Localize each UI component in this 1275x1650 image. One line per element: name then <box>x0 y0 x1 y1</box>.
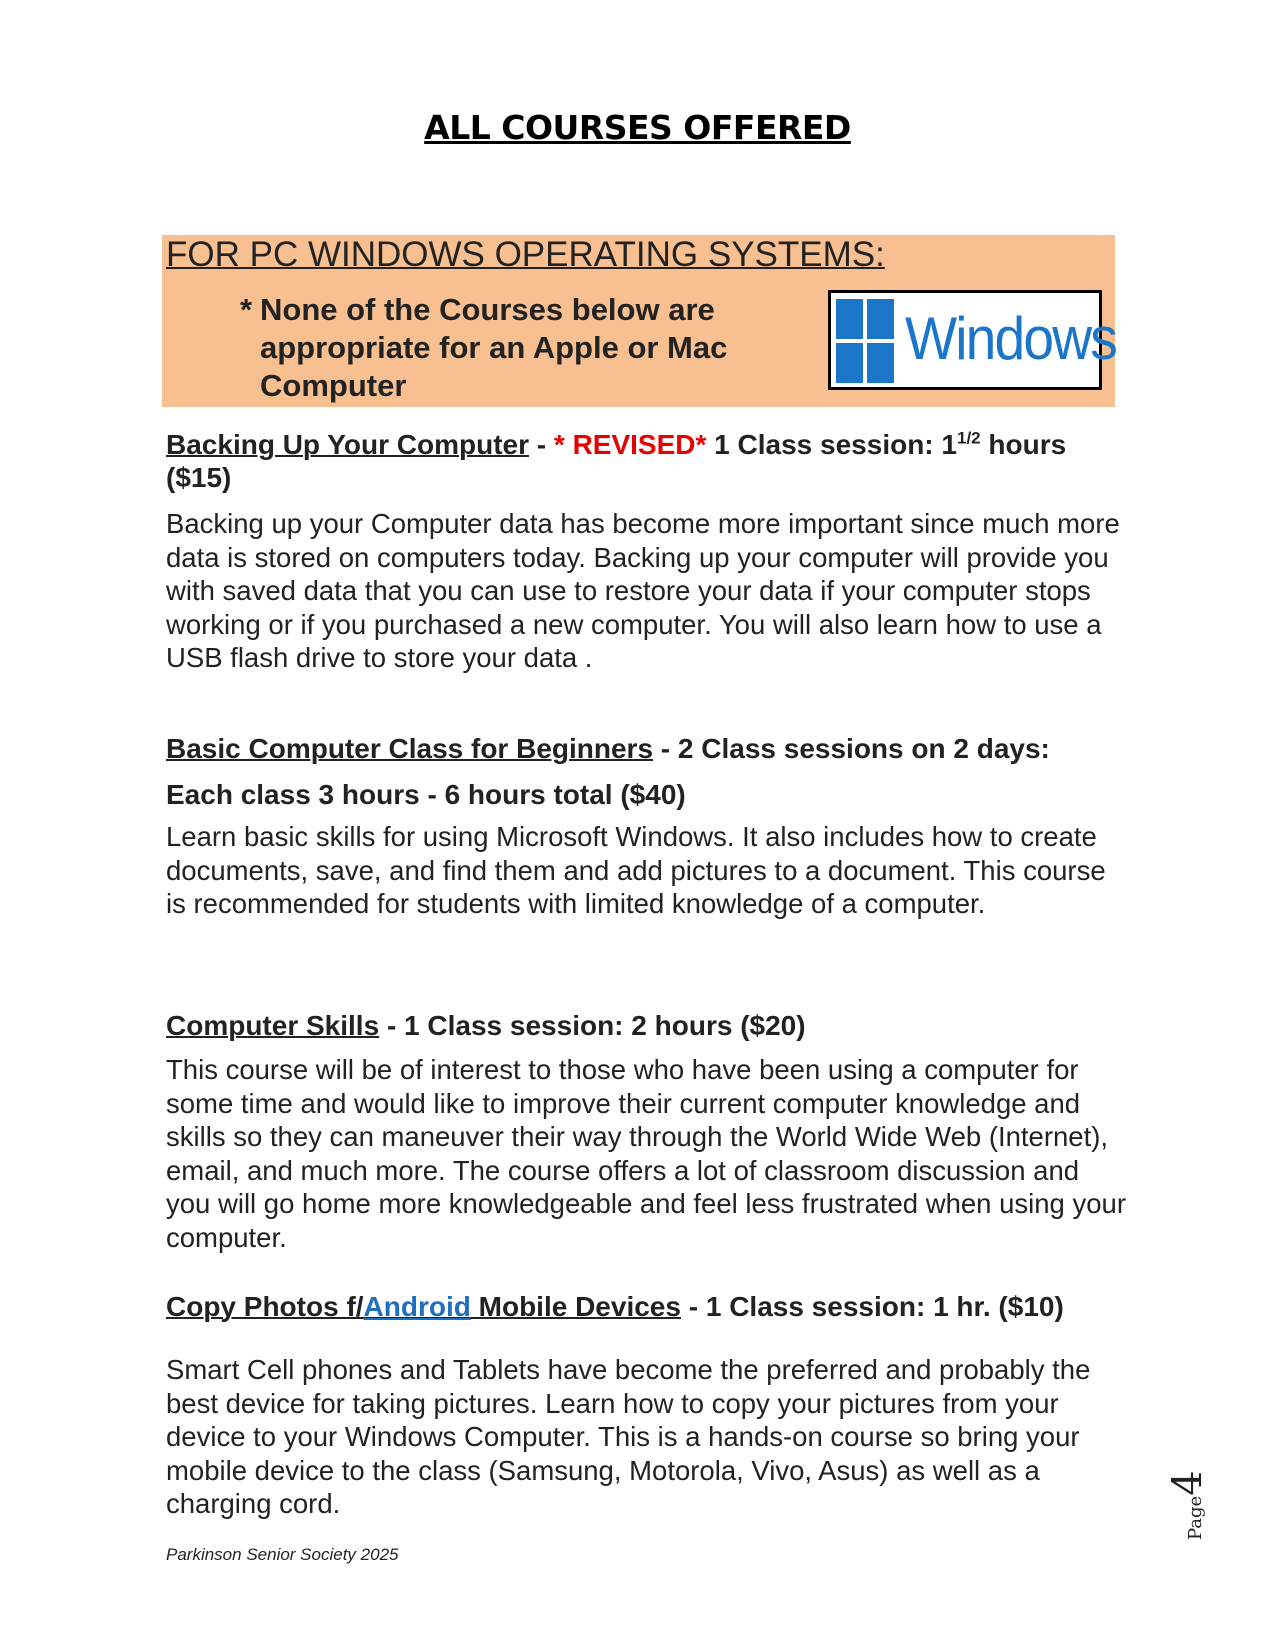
course-description-computer-skills: This course will be of interest to those who have been using a computer for some time and would like to improve their current computer knowledge and skills so they can maneuver their way through the World Wide Web (Internet), email, and much more. The course offers a lot of classroom discussion and you will go home more knowledgeable and feel less frustrated when using your computer. <box>166 1054 1126 1253</box>
course-description-basic-computer: Learn basic skills for using Microsoft Windows. It also includes how to create documents, save, and find them and add pictures to a document. This course is recommended for students with limited knowledge of a computer. <box>166 821 1106 919</box>
fraction-superscript: 1/2 <box>956 428 981 448</box>
course-description-backing-up: Backing up your Computer data has become more important since much more data is stored on computers today. Backing up your computer will provide you with saved data that you can use to restore your data if your computer stops working or if you purchased a new computer. You will also learn how to use a USB flash drive to store your data . <box>166 508 1120 673</box>
course-name: Backing Up Your Computer <box>166 429 530 460</box>
course-name: Computer Skills <box>166 1010 380 1041</box>
page-number <box>1165 1470 1211 1540</box>
banner-note <box>240 291 780 405</box>
course-name <box>166 1291 681 1322</box>
revised-badge: * REVISED* <box>553 429 707 460</box>
course-separator: - <box>529 429 554 460</box>
android-link[interactable]: Android <box>363 1291 471 1322</box>
windows-logo-icon <box>836 299 894 383</box>
course-details-end: hours ($15) <box>166 429 1067 493</box>
banner-heading: FOR PC WINDOWS OPERATING SYSTEMS: <box>166 235 885 274</box>
page-title: ALL COURSES OFFERED <box>424 108 851 147</box>
course-details: - 1 Class session: 2 hours ($20) <box>379 1010 806 1041</box>
course-heading-basic-computer <box>166 732 1126 765</box>
footer-text: Parkinson Senior Society 2025 <box>166 1545 399 1564</box>
course-heading-copy-photos <box>166 1290 1126 1323</box>
course-details: 1 Class session: 1 <box>706 429 957 460</box>
note-text: None of the Courses below are appropriate for an Apple or Mac Computer <box>260 292 728 403</box>
windows-logo <box>828 290 1117 390</box>
course-name-part: Copy Photos f/ <box>166 1291 364 1322</box>
course-description-copy-photos: Smart Cell phones and Tablets have become the preferred and probably the best device for taking pictures. Learn how to copy your pictures from your device to your Windows Computer. This is a hands-on course so bring your mobile device to the class (Samsung, Motorola, Vivo, Asus) as well as a charging cord. <box>166 1354 1091 1519</box>
course-name-part: Mobile Devices <box>470 1291 681 1322</box>
course-heading-backing-up <box>166 428 1126 494</box>
page-label: Page <box>1185 1495 1206 1540</box>
course-heading-basic-computer-line2: Each class 3 hours - 6 hours total ($40) <box>166 779 686 810</box>
course-details: - 1 Class session: 1 hr. ($10) <box>680 1291 1064 1322</box>
windows-logo-text: Windows <box>905 305 1117 372</box>
course-name: Basic Computer Class for Beginners <box>166 733 654 764</box>
page-number-value: 4 <box>1165 1470 1211 1496</box>
windows-banner <box>162 235 1115 407</box>
course-heading-computer-skills <box>166 1009 1126 1042</box>
note-asterisk: * <box>240 292 253 327</box>
course-details: - 2 Class sessions on 2 days: <box>653 733 1050 764</box>
